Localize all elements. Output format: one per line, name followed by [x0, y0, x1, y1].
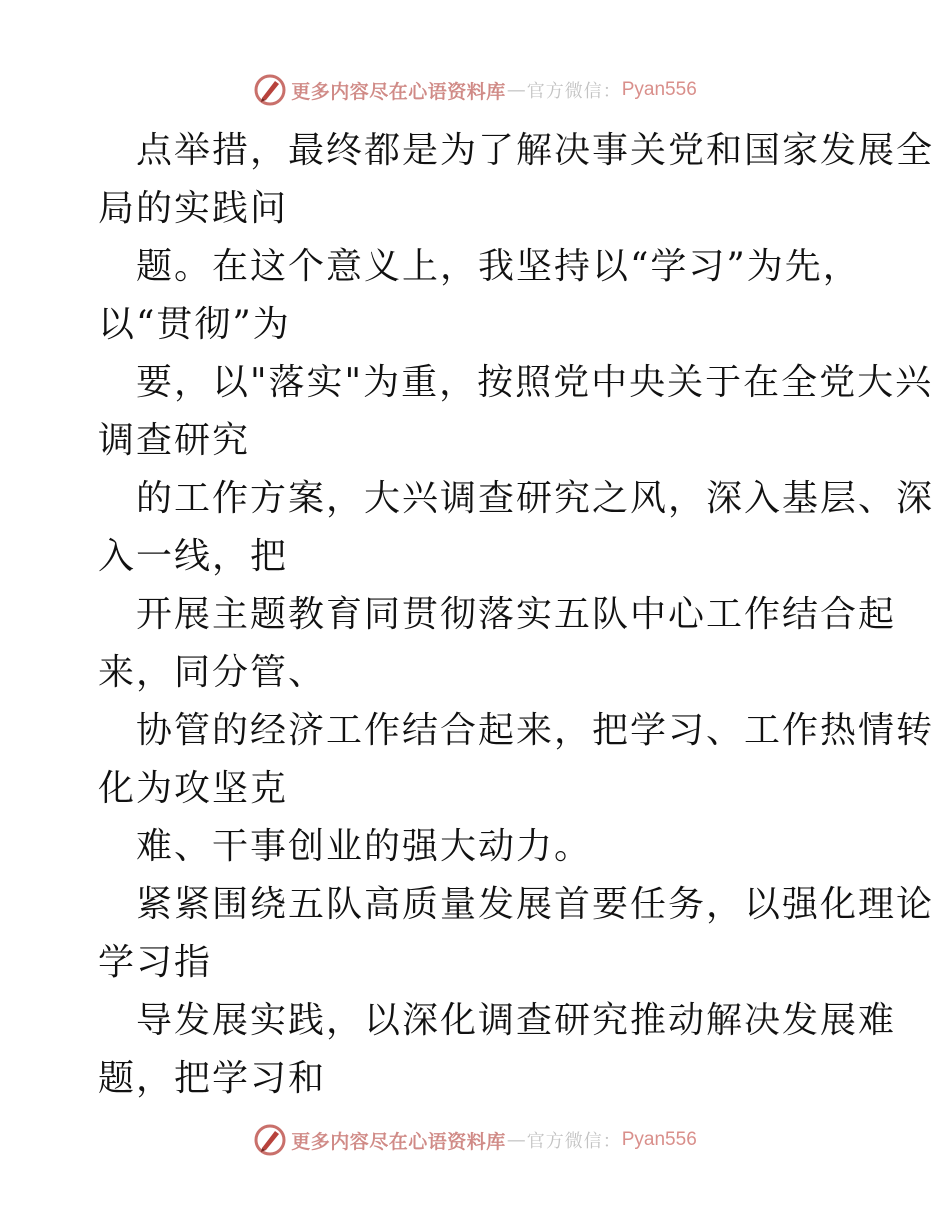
pen-logo-icon	[253, 1123, 287, 1157]
text-line: 入一线，把	[98, 536, 289, 577]
watermark-separator: —	[506, 79, 526, 101]
text-line: 来，同分管、	[98, 652, 327, 693]
watermark-wechat-id: Pyan556	[621, 79, 697, 100]
header-watermark	[0, 70, 950, 110]
watermark-site-text: 更多内容尽在心语资料库	[291, 1130, 506, 1153]
text-line: 以“贯彻”为	[98, 304, 291, 345]
watermark-separator: —	[506, 1129, 526, 1151]
pen-logo-icon	[253, 73, 287, 107]
text-line: 紧紧围绕五队高质量发展首要任务，以强化理论	[136, 884, 935, 925]
text-line: 的工作方案，大兴调查研究之风，深入基层、深	[136, 478, 935, 519]
text-line: 化为攻坚克	[98, 768, 289, 809]
text-line: 局的实践问	[98, 188, 289, 229]
text-line: 要，以"落实"为重，按照党中央关于在全党大兴	[136, 362, 934, 403]
watermark-site-text: 更多内容尽在心语资料库	[291, 80, 506, 103]
text-line: 学习指	[98, 942, 213, 983]
text-line: 协管的经济工作结合起来，把学习、工作热情转	[136, 710, 935, 751]
text-line: 题，把学习和	[98, 1058, 327, 1099]
text-line: 导发展实践，以深化调查研究推动解决发展难	[136, 1000, 897, 1041]
watermark-wechat-id: Pyan556	[621, 1129, 697, 1150]
text-line: 难、干事创业的强大动力。	[136, 826, 593, 867]
text-line: 题。在这个意义上，我坚持以“学习”为先，	[136, 246, 861, 287]
text-line: 点举措，最终都是为了解决事关党和国家发展全	[136, 130, 935, 171]
watermark-official-label: 官方微信：	[526, 1131, 622, 1152]
watermark-official-label: 官方微信：	[526, 81, 622, 102]
text-line: 调查研究	[98, 420, 251, 461]
text-line: 开展主题教育同贯彻落实五队中心工作结合起	[136, 594, 897, 635]
footer-watermark	[0, 1120, 950, 1160]
document-body	[98, 122, 935, 1108]
